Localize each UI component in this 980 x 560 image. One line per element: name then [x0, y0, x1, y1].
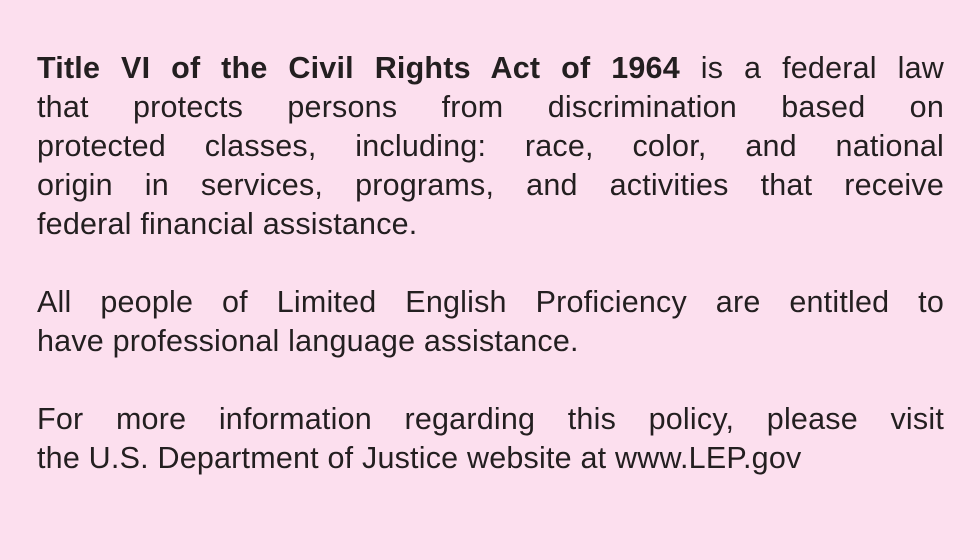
paragraph-title-vi [37, 49, 944, 244]
paragraph3-line1: For more information regarding this policy, please visit [37, 402, 944, 436]
paragraph3-line2-lep-gov-reference: the U.S. Department of Justice website at www.LEP.gov [37, 441, 802, 475]
paragraph1-line5: federal financial assistance. [37, 207, 418, 241]
paragraph1-line4: origin in services, programs, and activities that receive [37, 168, 944, 202]
paragraph2-line1: All people of Limited English Proficiency are entitled to [37, 285, 944, 319]
paragraph-lep-entitlement [37, 283, 944, 361]
paragraph-more-information [37, 400, 944, 478]
paragraph1-line2: that protects persons from discrimination based on [37, 90, 944, 124]
title-vi-bold-phrase: Title VI of the Civil Rights Act of 1964 [37, 51, 680, 85]
paragraph1-line1 [37, 49, 944, 88]
paragraph1-line3: protected classes, including: race, color, and national [37, 129, 944, 163]
paragraph1-line1-rest: is a federal law [679, 51, 944, 85]
paragraph2-line2: have professional language assistance. [37, 324, 579, 358]
